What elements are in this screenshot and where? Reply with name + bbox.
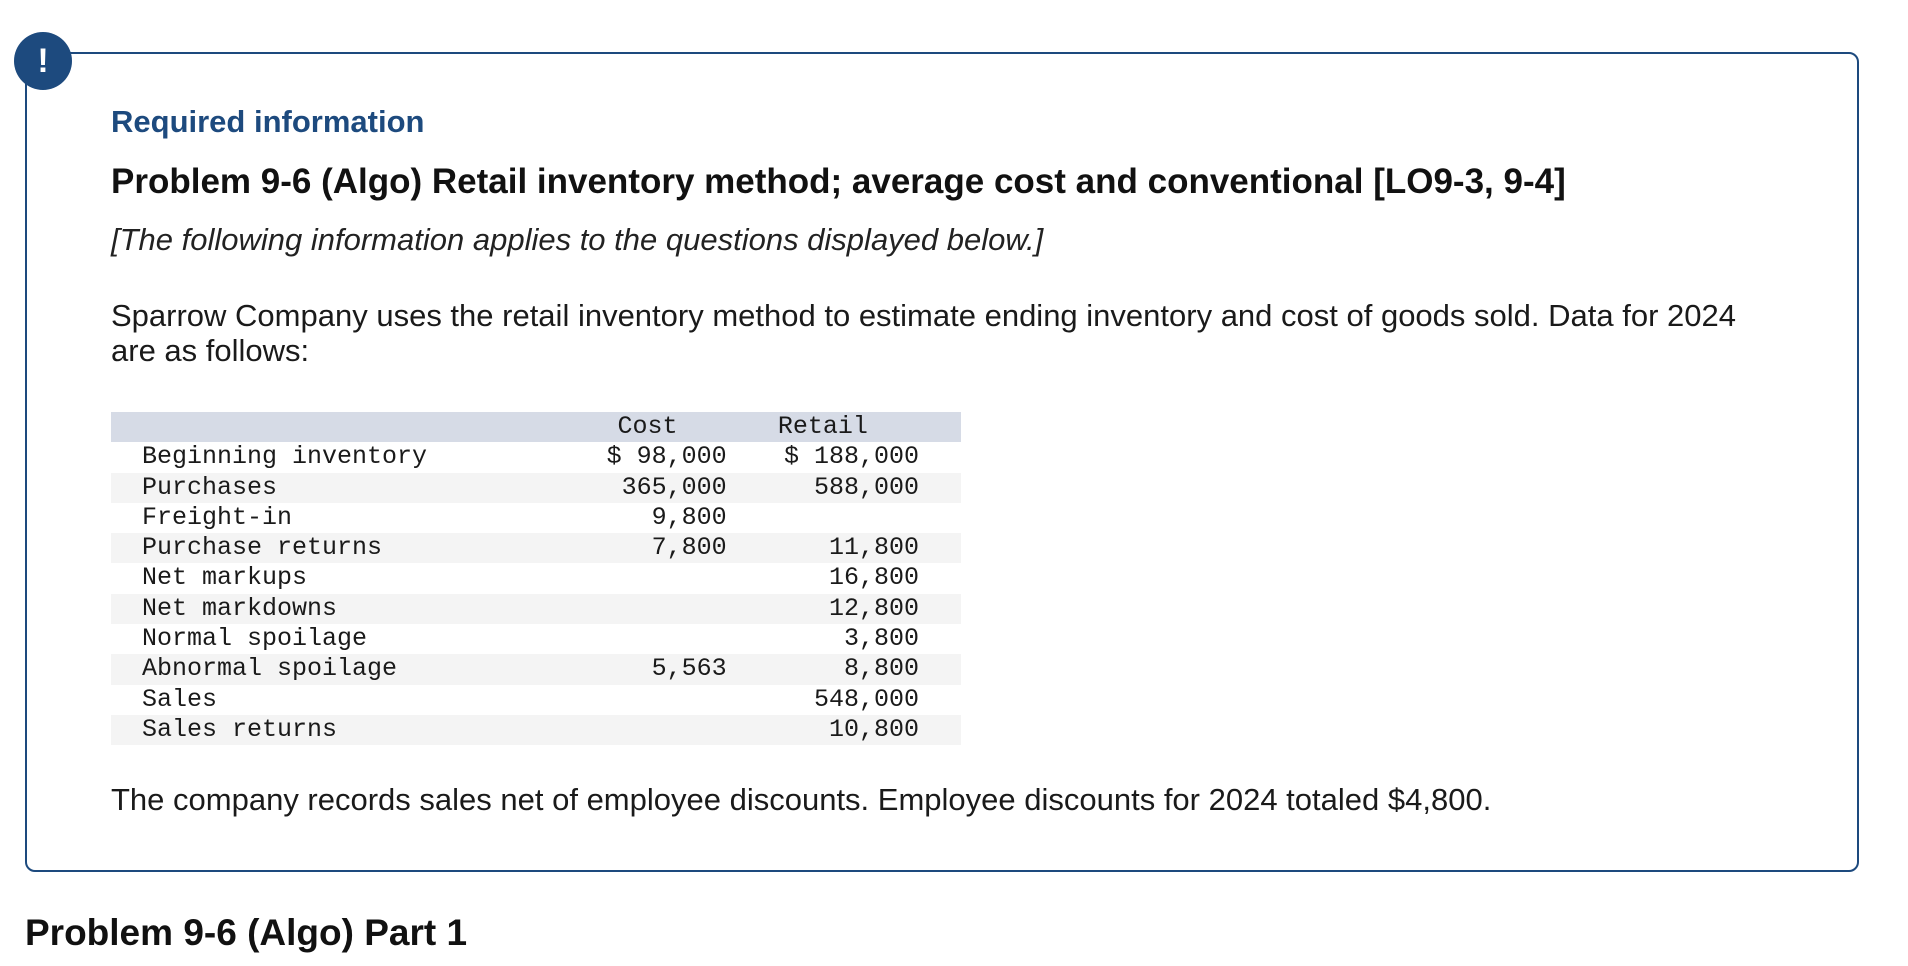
row-label: Sales returns [142, 714, 338, 744]
row-cost [568, 685, 726, 715]
row-retail: 10,800 [828, 714, 919, 744]
row-label: Abnormal spoilage [142, 654, 398, 684]
part-heading: Problem 9-6 (Algo) Part 1 [25, 912, 468, 953]
row-label: Net markdowns [142, 593, 338, 623]
row-label: Freight-in [142, 502, 293, 532]
row-cost [568, 594, 726, 624]
row-retail: 8,800 [843, 654, 919, 684]
employee-discount-note: The company records sales net of employee discounts. Employee discounts for 2024 totaled $4,800. [111, 782, 1492, 817]
table-row [111, 533, 961, 563]
row-retail: $ 188,000 [783, 442, 919, 472]
row-retail: 548,000 [813, 684, 919, 714]
table-row [111, 715, 961, 745]
row-retail [727, 503, 961, 533]
intro-paragraph: Sparrow Company uses the retail inventory method to estimate ending inventory and cost of goods sold. Data for 2024 are as follows: [111, 298, 1736, 368]
table-row [111, 594, 961, 624]
row-retail: 12,800 [828, 593, 919, 623]
inventory-data-table [111, 412, 961, 745]
table-row [111, 442, 961, 472]
row-cost [568, 563, 726, 593]
row-label: Net markups [142, 563, 308, 593]
row-cost: 5,563 [651, 654, 727, 684]
table-row [111, 563, 961, 593]
table-row [111, 685, 961, 715]
applies-note: [The following information applies to the questions displayed below.] [111, 222, 1044, 257]
row-retail: 3,800 [843, 624, 919, 654]
row-cost [568, 624, 726, 654]
row-cost: 7,800 [651, 533, 727, 563]
header-label [111, 412, 568, 442]
row-label: Purchases [142, 472, 278, 502]
header-cost: Cost [617, 412, 678, 441]
table-row [111, 473, 961, 503]
row-retail: 11,800 [828, 533, 919, 563]
header-retail: Retail [777, 412, 868, 441]
row-cost: 9,800 [651, 502, 727, 532]
row-label: Sales [142, 684, 218, 714]
row-cost: 365,000 [621, 472, 727, 502]
row-label: Beginning inventory [142, 442, 428, 472]
row-retail: 16,800 [828, 563, 919, 593]
table-row [111, 624, 961, 654]
row-cost [568, 715, 726, 745]
required-information-label: Required information [111, 104, 425, 139]
row-cost: $ 98,000 [606, 442, 727, 472]
row-label: Purchase returns [142, 533, 383, 563]
table-header-row [111, 412, 961, 442]
table-row [111, 654, 961, 684]
table-row [111, 503, 961, 533]
row-retail: 588,000 [813, 472, 919, 502]
row-label: Normal spoilage [142, 624, 368, 654]
alert-icon: ! [14, 32, 72, 90]
problem-title: Problem 9-6 (Algo) Retail inventory method; average cost and conventional [LO9-3, 9-4] [111, 162, 1566, 201]
